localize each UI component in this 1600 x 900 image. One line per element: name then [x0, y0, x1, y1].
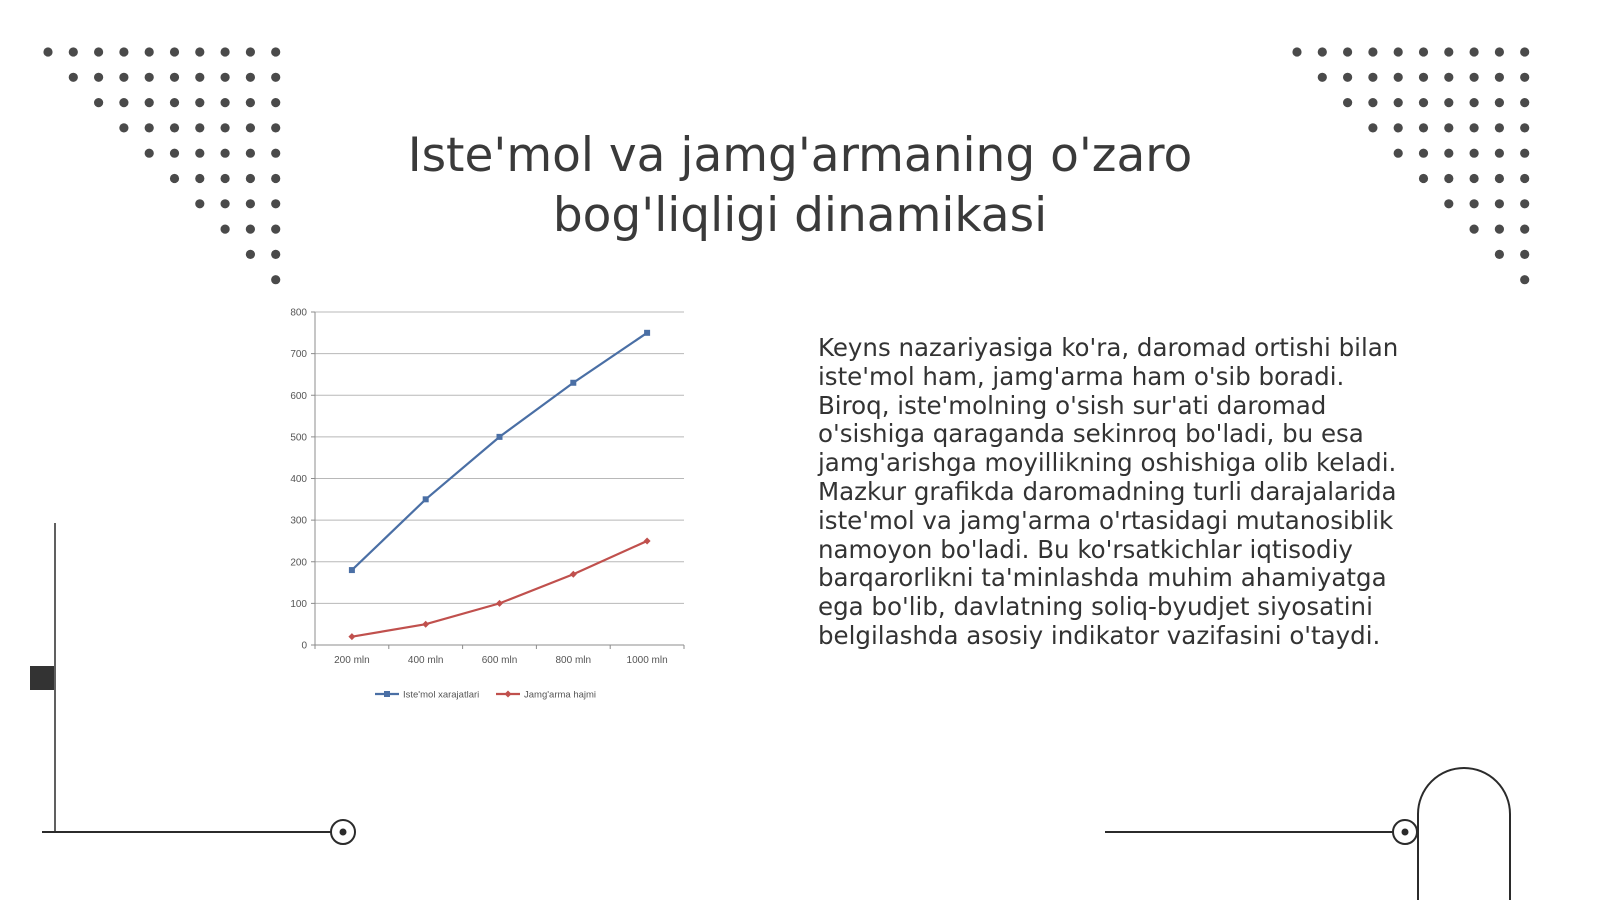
dot-pattern-right — [1292, 47, 1529, 284]
dot — [1368, 47, 1377, 56]
dot — [1495, 73, 1504, 82]
data-point — [422, 621, 429, 628]
series-2 — [348, 537, 650, 640]
dot — [1419, 98, 1428, 107]
dot — [246, 73, 255, 82]
dot — [1495, 174, 1504, 183]
legend-item-1 — [375, 690, 479, 701]
dot — [1444, 73, 1453, 82]
dot — [271, 250, 280, 259]
dot — [1419, 123, 1428, 132]
dot — [145, 73, 154, 82]
dot — [43, 47, 52, 56]
dot — [1495, 149, 1504, 158]
dot — [1419, 174, 1428, 183]
dot — [1394, 149, 1403, 158]
data-point — [570, 380, 576, 386]
x-tick-label: 600 mln — [481, 655, 518, 666]
dot-pattern-left — [43, 47, 280, 284]
dot — [246, 149, 255, 158]
data-point — [423, 496, 429, 502]
slide-title-line-1: Iste'mol va jamg'armaning o'zaro — [407, 128, 1193, 183]
dot — [1394, 98, 1403, 107]
dot — [271, 123, 280, 132]
dot — [145, 98, 154, 107]
dot — [1343, 98, 1352, 107]
dot — [145, 47, 154, 56]
data-point — [349, 567, 355, 573]
x-tick-label: 400 mln — [407, 655, 444, 666]
dot — [1394, 123, 1403, 132]
y-tick-label: 700 — [290, 349, 307, 361]
dot — [271, 174, 280, 183]
dot — [119, 73, 128, 82]
dot — [246, 199, 255, 208]
dot — [271, 98, 280, 107]
dot — [1444, 149, 1453, 158]
dot — [1495, 250, 1504, 259]
dot — [1495, 123, 1504, 132]
bottom-left-node-dot — [340, 829, 347, 836]
dot — [1520, 225, 1529, 234]
x-tick-label: 1000 mln — [626, 655, 668, 666]
x-tick-label: 800 mln — [555, 655, 592, 666]
y-tick-label: 300 — [290, 515, 307, 527]
dot — [271, 149, 280, 158]
dot — [1495, 98, 1504, 107]
dot — [1318, 73, 1327, 82]
dot — [170, 149, 179, 158]
dot — [221, 149, 230, 158]
dot — [221, 47, 230, 56]
chart-series — [348, 330, 650, 640]
dot — [271, 199, 280, 208]
dot — [1520, 123, 1529, 132]
y-tick-label: 100 — [290, 598, 307, 610]
dot — [221, 225, 230, 234]
dot — [271, 47, 280, 56]
dot — [1444, 123, 1453, 132]
dot — [1495, 47, 1504, 56]
dot — [221, 199, 230, 208]
y-axis-ticks — [290, 308, 307, 652]
dot — [221, 174, 230, 183]
dot — [145, 123, 154, 132]
dot — [1368, 123, 1377, 132]
y-tick-label: 500 — [290, 432, 307, 444]
bottom-right-arch — [1418, 768, 1510, 900]
dot — [1470, 123, 1479, 132]
dot — [195, 174, 204, 183]
bottom-right-node-dot — [1402, 829, 1409, 836]
dot — [1520, 174, 1529, 183]
dot — [1343, 47, 1352, 56]
dot — [1419, 47, 1428, 56]
dot — [170, 47, 179, 56]
dot — [1394, 47, 1403, 56]
dot — [94, 98, 103, 107]
dot — [271, 275, 280, 284]
left-accent-block — [30, 666, 54, 690]
dot — [221, 123, 230, 132]
dot — [1368, 73, 1377, 82]
series-line — [352, 333, 647, 570]
legend-marker — [505, 691, 512, 698]
data-point — [570, 571, 577, 578]
dot — [69, 47, 78, 56]
dot — [246, 123, 255, 132]
dot — [1470, 199, 1479, 208]
dot — [221, 98, 230, 107]
dot — [1419, 149, 1428, 158]
dot — [1318, 47, 1327, 56]
dot — [1444, 199, 1453, 208]
dot — [94, 73, 103, 82]
legend-marker — [384, 691, 390, 697]
data-point — [644, 330, 650, 336]
series-1 — [349, 330, 650, 573]
y-tick-label: 600 — [290, 390, 307, 402]
dot — [1520, 149, 1529, 158]
y-tick-label: 0 — [301, 640, 307, 652]
dot — [195, 47, 204, 56]
dot — [221, 73, 230, 82]
data-point — [348, 633, 355, 640]
dot — [1343, 73, 1352, 82]
x-axis-ticks — [334, 655, 668, 666]
dot — [246, 250, 255, 259]
dot — [1470, 47, 1479, 56]
dot — [271, 225, 280, 234]
dot — [1520, 275, 1529, 284]
dot — [1520, 250, 1529, 259]
dot — [119, 98, 128, 107]
data-point — [497, 434, 503, 440]
dot — [1470, 98, 1479, 107]
dot — [1444, 174, 1453, 183]
dot — [1444, 98, 1453, 107]
data-point — [644, 537, 651, 544]
dot — [195, 98, 204, 107]
dot — [1444, 47, 1453, 56]
dot — [170, 174, 179, 183]
dot — [1520, 73, 1529, 82]
dot — [1470, 149, 1479, 158]
dot — [246, 98, 255, 107]
dot — [195, 123, 204, 132]
chart-axes — [311, 312, 684, 649]
dot — [1520, 47, 1529, 56]
legend-item-2 — [496, 690, 596, 701]
dot — [170, 98, 179, 107]
dot — [1419, 73, 1428, 82]
dot — [271, 73, 280, 82]
dot — [1368, 98, 1377, 107]
y-tick-label: 200 — [290, 557, 307, 569]
dot — [170, 123, 179, 132]
y-tick-label: 400 — [290, 474, 307, 485]
dot — [145, 149, 154, 158]
slide-body-text: Keyns nazariyasiga ko'ra, daromad ortishi bilan iste'mol ham, jamg'arma ham o'sib boradi. Biroq, iste'molning o'sish sur'ati daromad o'sishiga qaraganda sekinroq bo'ladi, bu esa jamg'arishga moyillikning oshishiga olib keladi. Mazkur grafikda daromadning turli darajalarida iste'mol va jamg'arma o'rtasidagi mutanosiblik namoyon bo'ladi. Bu ko'rsatkichlar iqtisodiy barqarorlikni ta'minlashda muhim ahamiyatga ega bo'lib, davlatning soliq-byudjet siyosatini belgilashda asosiy indikator vazifasini o'taydi. — [818, 333, 1399, 650]
series-line — [352, 541, 647, 637]
dot — [1394, 73, 1403, 82]
chart-grid — [315, 312, 684, 645]
y-tick-label: 800 — [290, 307, 307, 319]
dot — [195, 149, 204, 158]
dot — [1520, 98, 1529, 107]
dot — [246, 47, 255, 56]
dot — [170, 73, 179, 82]
chart-legend — [375, 690, 596, 701]
chart-container — [270, 295, 700, 709]
dot — [1470, 225, 1479, 234]
dot — [1495, 199, 1504, 208]
slide-title-line-2: bog'liqligi dinamikasi — [552, 188, 1048, 243]
dot — [119, 47, 128, 56]
slide-title — [330, 126, 1270, 246]
legend-label: Iste'mol xarajatlari — [403, 689, 480, 701]
dot — [195, 199, 204, 208]
dot — [1470, 73, 1479, 82]
x-tick-label: 200 mln — [334, 655, 370, 666]
dot — [246, 174, 255, 183]
dot — [1495, 225, 1504, 234]
data-point — [496, 600, 503, 607]
dot — [1292, 47, 1301, 56]
legend-label: Jamg'arma hajmi — [524, 689, 597, 701]
dot — [119, 123, 128, 132]
dot — [1520, 199, 1529, 208]
dot — [94, 47, 103, 56]
dot — [246, 225, 255, 234]
dot — [1470, 174, 1479, 183]
dot — [69, 73, 78, 82]
dot — [195, 73, 204, 82]
line-chart — [270, 295, 700, 705]
